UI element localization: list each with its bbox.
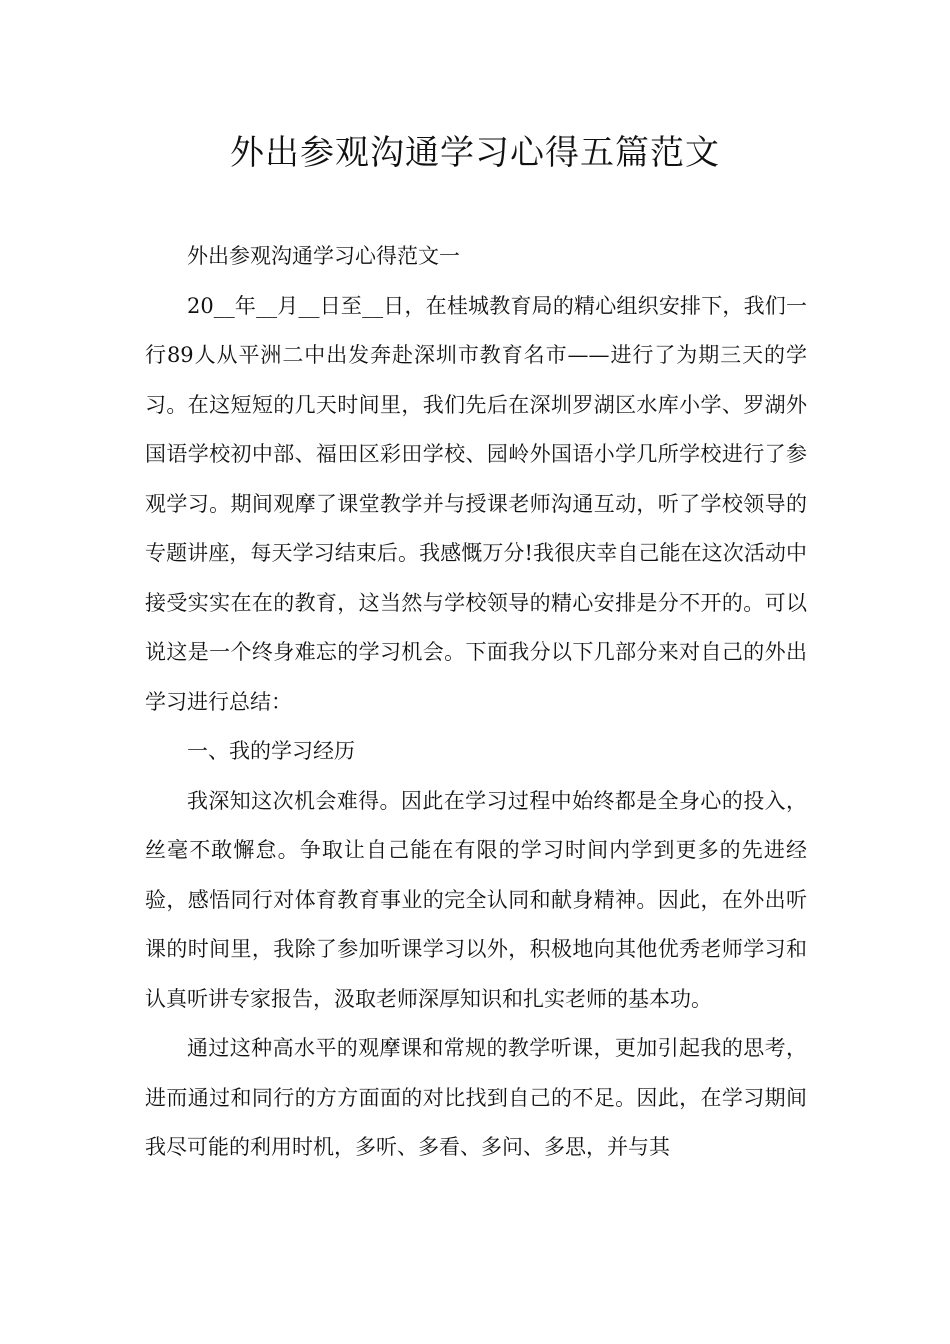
document-body [145, 232, 807, 1173]
paragraph-observation: 通过这种高水平的观摩课和常规的教学听课，更加引起我的思考，进而通过和同行的方方面面的对比找到自己的不足。因此，在学习期间我尽可能的利用时机，多听、多看、多问、多思，并与其 [145, 1036, 807, 1159]
document-title: 外出参观沟通学习心得五篇范文 [230, 133, 720, 173]
paragraph-learning-experience: 我深知这次机会难得。因此在学习过程中始终都是全身心的投入，丝毫不敢懈怠。争取让自己能在有限的学习时间内学到更多的先进经验，感悟同行对体育教育事业的完全认同和献身精神。因此，在外出听课的时间里，我除了参加听课学习以外，积极地向其他优秀老师学习和认真听讲专家报告，汲取老师深厚知识和扎实老师的基本功。 [145, 788, 807, 1011]
section-heading-essay-one: 外出参观沟通学习心得范文一 [187, 244, 460, 268]
section-heading-learning-experience: 一、我的学习经历 [187, 739, 355, 763]
paragraph-intro: 20__年__月__日至__日，在桂城教育局的精心组织安排下，我们一行89人从平洲二中出发奔赴深圳市教育名市——进行了为期三天的学习。在这短短的几天时间里，我们先后在深圳罗湖区水库小学、罗湖外国语学校初中部、福田区彩田学校、园岭外国语小学几所学校进行了参观学习。期间观摩了课堂教学并与授课老师沟通互动，听了学校领导的专题讲座，每天学习结束后。我感慨万分!我很庆幸自己能在这次活动中接受实实在在的教育，这当然与学校领导的精心安排是分不开的。可以说这是一个终身难忘的学习机会。下面我分以下几部分来对自己的外出学习进行总结： [145, 293, 807, 714]
